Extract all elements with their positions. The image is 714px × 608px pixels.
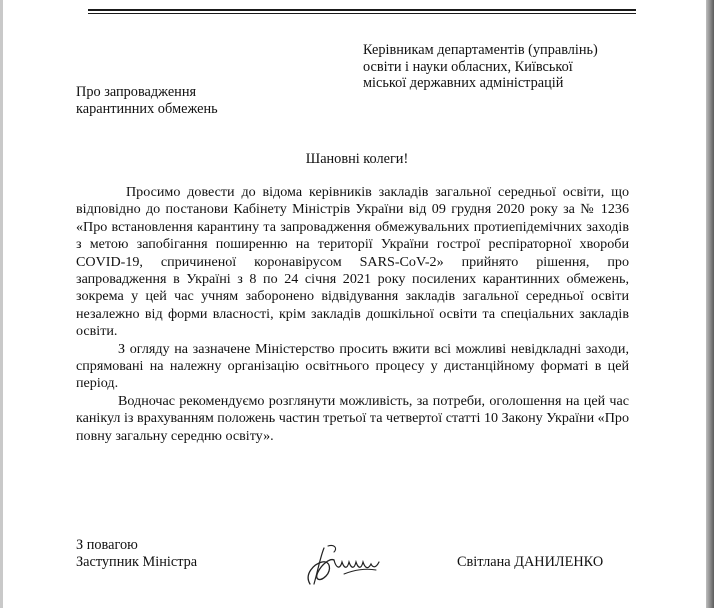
handwritten-signature: [300, 540, 382, 588]
addressee-line: освіти і науки обласних, Київської: [363, 58, 573, 75]
closing-block: [76, 537, 197, 571]
body-paragraph: Водночас рекомендуємо розглянути можливість, за потреби, оголошення на цей час канікул із врахуванням положень частин третьої та четвертої статті 10 Закону України «Про повну загальну середню освіту».: [76, 392, 629, 444]
letter-body: [76, 184, 629, 445]
subject-line: карантинних обмежень: [76, 101, 218, 117]
greeting: Шановні колеги!: [305, 151, 409, 167]
closing-line: З повагою: [76, 537, 138, 553]
body-paragraph: З огляду на зазначене Міністерство просить вжити всі можливі невідкладні заходи, спрямовані на належну організацію освітнього процесу у дистанційному форматі в цей період.: [76, 340, 629, 392]
signatory-title: Заступник Міністра: [76, 554, 198, 570]
addressee-block: [363, 42, 663, 92]
subject-block: [76, 84, 218, 118]
addressee-line: міської державних адміністрацій: [363, 75, 564, 91]
signer-name: Світлана ДАНИЛЕНКО: [457, 554, 604, 570]
letterhead-rule-thin: [88, 13, 636, 14]
addressee-line: Керівникам департаментів (управлінь): [363, 42, 598, 58]
scan-left-edge: [0, 0, 3, 608]
body-paragraph: Просимо довести до відома керівників закладів загальної середньої освіти, що відповідно до постанови Кабінету Міністрів України від 09 грудня 2020 року за № 1236 «Про встановлення карантину та запровадження обмежувальних протиепідемічних заходів з метою запобігання поширенню на території України гострої респіраторної хвороби COVID-19, спричиненої коронавірусом SARS-CoV-2» прийнято рішення, про запровадження в Україні з 8 по 24 січня 2021 року посилених карантинних обмежень, зокрема у цей час учням заборонено відвідування закладів загальної середньої освіти незалежно від форми власності, крім закладів дошкільної освіти та спеціальних закладів освіти.: [76, 184, 629, 340]
subject-line: Про запровадження: [76, 84, 197, 100]
scan-right-edge: [706, 0, 714, 608]
letterhead-rule-thick: [88, 9, 636, 11]
